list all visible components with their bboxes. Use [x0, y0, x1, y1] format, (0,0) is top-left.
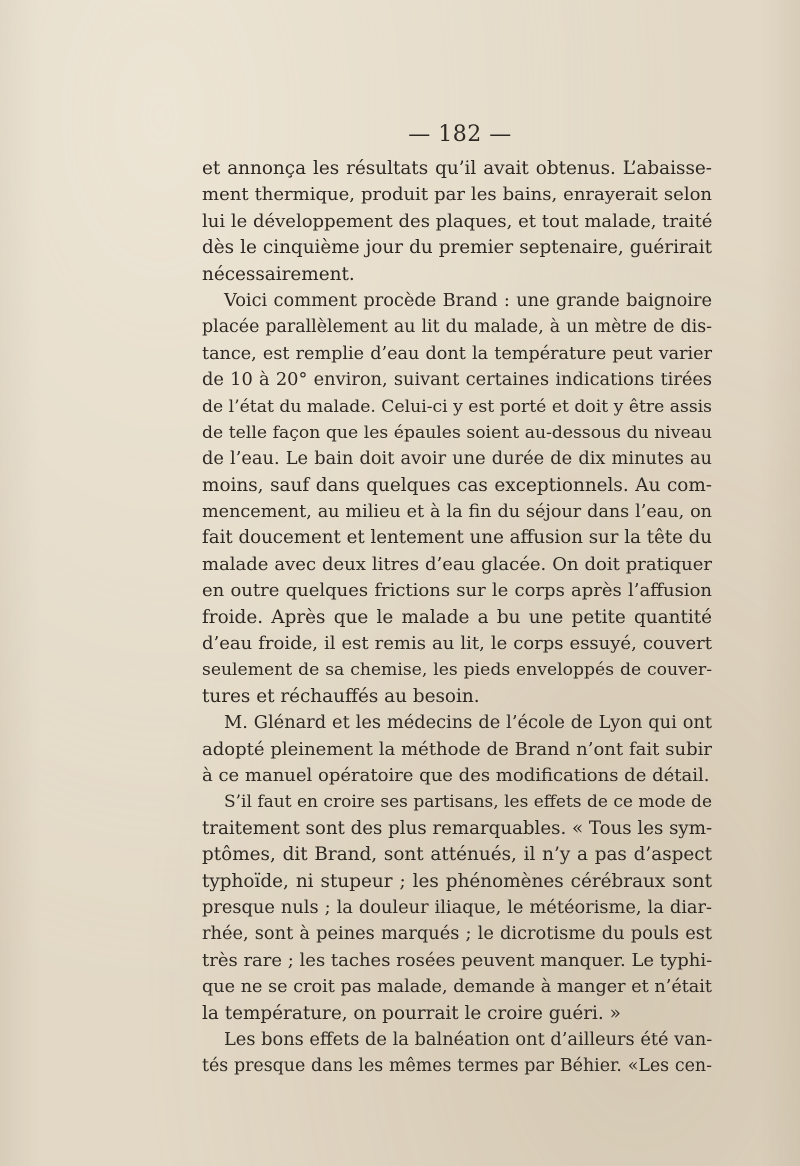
text-line: fait doucement et lentement une affusion sur la tête du	[202, 527, 712, 549]
text-line: adopté pleinement la méthode de Brand n’ont fait subir	[202, 738, 712, 760]
text-line: M. Glénard et les médecins de l’école de Lyon qui ont	[224, 712, 712, 734]
text-line: tance, est remplie d’eau dont la température peut varier	[202, 343, 712, 364]
text-line: la température, on pourrait le croire guéri. »	[202, 1002, 621, 1024]
text-line: rhée, sont à peines marqués ; le dicrotisme du pouls est	[202, 923, 712, 945]
text-line: dès le cinquième jour du premier septenaire, guérirait	[202, 237, 712, 259]
text-line: très rare ; les taches rosées peuvent manquer. Le typhi-	[202, 949, 713, 971]
text-line: d’eau froide, il est remis au lit, le corps essuyé, couvert	[202, 633, 712, 655]
text-line: ment thermique, produit par les bains, enrayerait selon	[202, 184, 712, 206]
text-line: tés presque dans les mêmes termes par Béhier. «Les cen-	[202, 1056, 712, 1077]
text-line: ptômes, dit Brand, sont atténués, il n’y a pas d’aspect	[202, 844, 712, 866]
text-line: Voici comment procède Brand : une grande baignoire	[224, 289, 712, 311]
text-line: placée parallèlement au lit du malade, à un mètre de dis-	[202, 317, 712, 338]
body-text	[202, 156, 712, 1080]
text-line: traitement sont des plus remarquables. « Tous les sym-	[202, 817, 713, 839]
text-line: nécessairement.	[202, 263, 355, 285]
text-line: typhoïde, ni stupeur ; les phénomènes cérébraux sont	[202, 870, 712, 892]
text-line: et annonça les résultats qu’il avait obtenus. L’abaisse-	[202, 158, 712, 179]
text-line: de telle façon que les épaules soient au-dessous du niveau	[202, 422, 712, 443]
text-line: de l’eau. Le bain doit avoir une durée de dix minutes au	[202, 448, 712, 470]
text-line: moins, sauf dans quelques cas exceptionnels. Au com-	[202, 474, 712, 496]
text-line: seulement de sa chemise, les pieds enveloppés de couver-	[202, 660, 712, 681]
text-line: S’il faut en croire ses partisans, les effets de ce mode de	[224, 792, 712, 813]
text-line: que ne se croit pas malade, demande à manger et n’était	[202, 977, 712, 998]
text-line: presque nuls ; la douleur iliaque, le météorisme, la diar-	[202, 896, 712, 918]
text-line: mencement, au milieu et à la fin du séjour dans l’eau, on	[202, 502, 712, 523]
text-line: malade avec deux litres d’eau glacée. On doit pratiquer	[202, 553, 712, 575]
text-line: Les bons effets de la balnéation ont d’ailleurs été van-	[224, 1028, 713, 1050]
text-line: tures et réchauffés au besoin.	[202, 685, 480, 707]
text-line: froide. Après que le malade a bu une petite quantité	[202, 606, 712, 628]
text-line: en outre quelques frictions sur le corps après l’affusion	[202, 580, 712, 602]
page-number: — 182 —	[408, 122, 512, 147]
text-line: de 10 à 20° environ, suivant certaines indications tirées	[202, 369, 712, 391]
text-line: de l’état du malade. Celui-ci y est porté et doit y être assis	[202, 396, 712, 417]
text-line: à ce manuel opératoire que des modifications de détail.	[202, 764, 710, 786]
text-line: lui le développement des plaques, et tout malade, traité	[202, 210, 713, 232]
